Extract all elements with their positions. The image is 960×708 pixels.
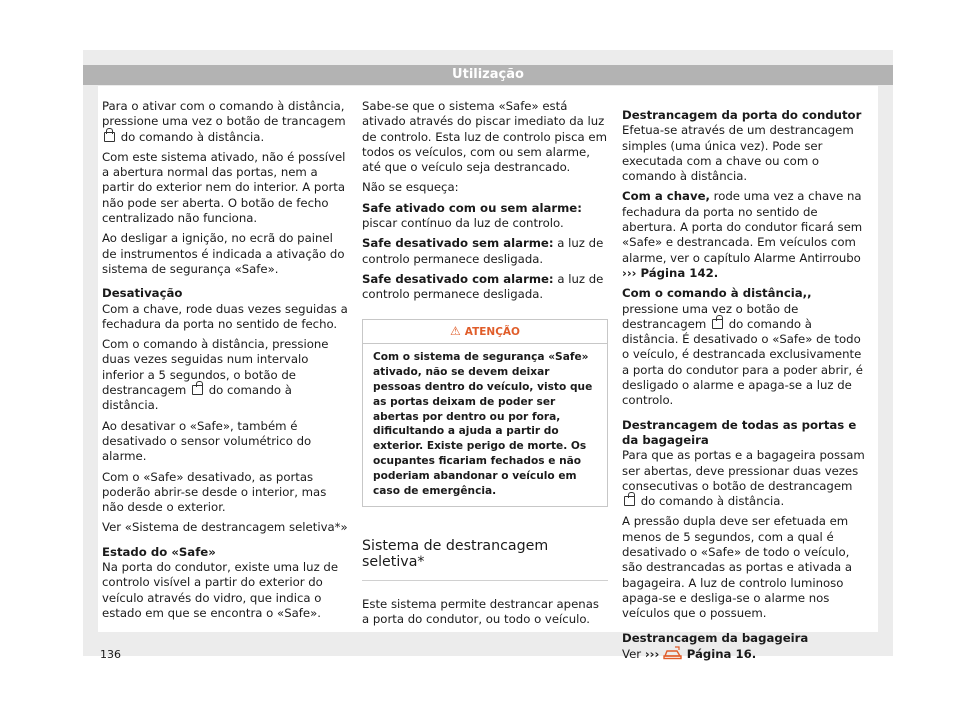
heading-estado-safe: Estado do «Safe»	[102, 544, 216, 559]
paragraph: Sabe-se que o sistema «Safe» está ativado através do piscar imediato da luz de controlo. Esta luz de controlo pisca em todos os veículos, com ou sem alarme, até que o veículo seja destrancado.	[362, 99, 607, 175]
page-content	[98, 86, 878, 661]
column-left	[102, 99, 348, 626]
paragraph: Ao desligar a ignição, no ecrã do painel de instrumentos é indicada a ativação do sistema de segurança «Safe».	[102, 231, 345, 276]
section-title: Sistema de destrancagem seletiva*	[362, 533, 608, 581]
paragraph: Ver ››› Página 16.	[622, 646, 757, 661]
heading-desativacao: Desativação	[102, 286, 183, 301]
paragraph: Ver «Sistema de destrancagem seletiva*»	[102, 520, 348, 535]
paragraph: Safe desativado sem alarme: a luz de controlo permanece desligada.	[362, 236, 604, 266]
unlock-icon	[624, 496, 635, 506]
heading-porta-condutor: Destrancagem da porta do condutor	[622, 108, 862, 122]
paragraph: Com o comando à distância,, pressione uma vez o botão de destrancagem do comando à distância. É desativado o «Safe» de todo o veículo, é destrancada exclusivamente a porta do condutor para a poder abrir, é desligado o alarme e apaga-se a luz de controlo.	[622, 286, 863, 408]
lock-icon	[104, 132, 115, 142]
car-reference-icon	[663, 646, 683, 660]
warning-box	[362, 319, 608, 508]
warning-header: ⚠ ATENÇÃO	[363, 320, 607, 345]
unlock-icon	[712, 319, 723, 329]
heading-todas-portas: Destrancagem de todas as portas e da bagageira	[622, 417, 857, 447]
paragraph: Este sistema permite destrancar apenas a porta do condutor, ou todo o veículo.	[362, 596, 599, 627]
paragraph: Safe ativado com ou sem alarme: piscar contínuo da luz de controlo.	[362, 200, 582, 231]
paragraph: Com o «Safe» desativado, as portas poderão abrir-se desde o interior, mas não desde o exterior.	[102, 469, 327, 515]
paragraph: Com a chave, rode uma vez a chave na fechadura da porta no sentido de abertura. A porta do condutor ficará sem «Safe» e destrancada. Em veículos com alarme, ver o capítulo Alarme Antirroubo ››› Página 142.	[622, 189, 863, 280]
paragraph: Com a chave, rode duas vezes seguidas a fechadura da porta no sentido de fecho.	[102, 301, 348, 331]
paragraph: Com este sistema ativado, não é possível a abertura normal das portas, nem a partir do exterior nem do interior. A porta não pode ser aberta. O botão de fecho centralizado não funciona.	[102, 149, 346, 226]
paragraph: Para o ativar com o comando à distância, pressione uma vez o botão de trancagem do comando à distância.	[102, 99, 346, 144]
page-number: 136	[100, 648, 121, 661]
warning-triangle-icon: ⚠	[450, 323, 461, 338]
paragraph: Para que as portas e a bagageira possam ser abertas, deve pressionar duas vezes consecutivas o botão de destrancagem do comando à distância.	[622, 448, 865, 509]
column-right	[622, 99, 868, 667]
heading-bagageira: Destrancagem da bagageira	[622, 630, 809, 645]
paragraph: Com o comando à distância, pressione duas vezes seguidas num intervalo inferior a 5 segundos, o botão de destrancagem do comando à distância.	[102, 337, 329, 413]
manual-page	[83, 50, 893, 661]
column-middle	[362, 99, 608, 633]
paragraph: Ao desativar o «Safe», também é desativado o sensor volumétrico do alarme.	[102, 418, 312, 464]
paragraph: A pressão dupla deve ser efetuada em menos de 5 segundos, com a qual é desativado o «Safe» de todo o veículo, são destrancadas as portas e ativada a bagageira. A luz de controlo luminoso apaga-se e desliga-se o alarme nos veículos que o possuem.	[622, 514, 853, 621]
warning-text: Com o sistema de segurança «Safe» ativado, não se devem deixar pessoas dentro do veículo, visto que as portas deixam de poder ser abertas por dentro ou por fora, dificultando a ajuda a partir do exterior. Existe perigo de morte. Os ocupantes ficariam fechados e não poderiam abandonar o veículo em caso de emergência.	[373, 351, 593, 497]
unlock-icon	[192, 385, 203, 395]
page-header: Utilização	[83, 65, 893, 85]
paragraph: Não se esqueça:	[362, 180, 459, 195]
paragraph: Na porta do condutor, existe uma luz de controlo visível a partir do exterior do veículo através do vidro, que indica o estado em que se encontra o «Safe».	[102, 560, 339, 620]
page-reference-link[interactable]: ››› Página 142.	[622, 265, 719, 280]
page-reference-link[interactable]: Página 16.	[686, 646, 757, 661]
paragraph: Safe desativado com alarme: a luz de controlo permanece desligada.	[362, 271, 604, 302]
paragraph: Efetua-se através de um destrancagem simples (uma única vez). Pode ser executada com a chave ou com o comando à distância.	[622, 123, 854, 184]
